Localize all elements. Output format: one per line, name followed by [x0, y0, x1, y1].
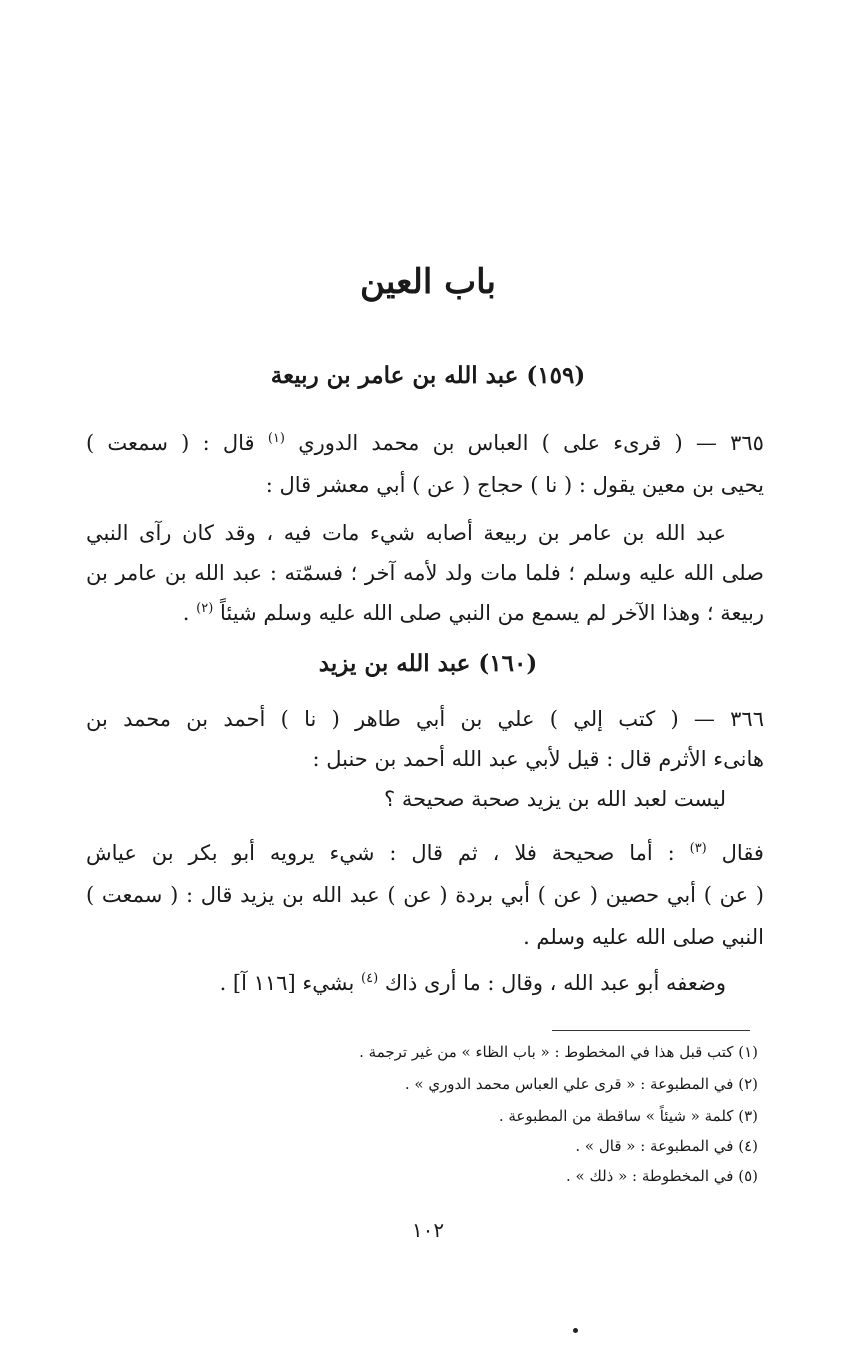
line-text: وضعفه أبو عبد الله ، وقال : ما أرى ذاك: [384, 971, 726, 995]
paragraph-line: صلى الله عليه وسلم ؛ فلما مات ولد لأمه آخر ؛ فسمّته : عبد الله بن عامر بن: [86, 561, 764, 585]
footnote: (٤) في المطبوعة : « قال » .: [575, 1137, 758, 1155]
line-text: قال : ( سمعت ): [86, 431, 255, 455]
footnote-ref: (٣): [689, 841, 707, 856]
footnote-ref: (٢): [196, 601, 214, 616]
paragraph-line: ( عن ) أبي حصين ( عن ) أبي بردة ( عن ) عبد الله بن يزيد قال : ( سمعت ): [86, 883, 764, 907]
footnote: (١) كتب قبل هذا في المخطوط : « باب الظاء » من غير ترجمة .: [359, 1043, 758, 1061]
line-text: .: [182, 601, 190, 625]
paragraph-line: يحيى بن معين يقول : ( نا ) حجاج ( عن ) أبي معشر قال :: [265, 473, 764, 497]
paragraph-line: [86, 424, 764, 462]
chapter-title: باب العين: [359, 262, 497, 302]
line-text: فقال: [721, 841, 764, 865]
line-text: ربيعة ؛ وهذا الآخر لم يسمع من النبي صلى الله عليه وسلم شيئاً: [219, 601, 764, 625]
paragraph-line: [86, 594, 764, 632]
section-title-159: (١٥٩) عبد الله بن عامر بن ربيعة: [270, 362, 586, 389]
footnote: (٥) في المخطوطة : « ذلك » .: [565, 1167, 758, 1185]
paragraph-line: هانىء الأثرم قال : قيل لأبي عبد الله أحمد بن حنبل :: [312, 747, 764, 771]
footnote: (٢) في المطبوعة : « قرى علي العباس محمد الدوري » .: [404, 1075, 758, 1093]
paragraph-line: [86, 964, 726, 1002]
section-title-160: (١٦٠) عبد الله بن يزيد: [318, 650, 538, 677]
paragraph-line: [86, 834, 764, 872]
paragraph-line: النبي صلى الله عليه وسلم .: [523, 925, 764, 949]
paragraph-line: ليست لعبد الله بن يزيد صحبة صحيحة ؟: [384, 787, 726, 811]
footnote-ref: (١): [267, 431, 285, 446]
footnote-separator: [552, 1030, 750, 1031]
paragraph-line: عبد الله بن عامر بن ربيعة أصابه شيء مات فيه ، وقد كان رآى النبي: [86, 521, 726, 545]
footnote: (٣) كلمة « شيئاً » ساقطة من المطبوعة .: [498, 1107, 758, 1125]
line-text: : أما صحيحة فلا ، ثم قال : شيء يرويه أبو بكر بن عياش: [86, 841, 675, 865]
footnote-ref: (٤): [361, 971, 379, 986]
scan-speck: [573, 1328, 578, 1333]
paragraph-line: ٣٦٦ — ( كتب إلي ) علي بن أبي طاهر ( نا ) أحمد بن محمد بن: [86, 707, 764, 731]
line-text: بشيء [١١٦ آ] .: [219, 971, 355, 995]
line-text: ٣٦٥ — ( قرىء على ) العباس بن محمد الدوري: [298, 431, 764, 455]
page-number: ١٠٢: [411, 1218, 445, 1242]
